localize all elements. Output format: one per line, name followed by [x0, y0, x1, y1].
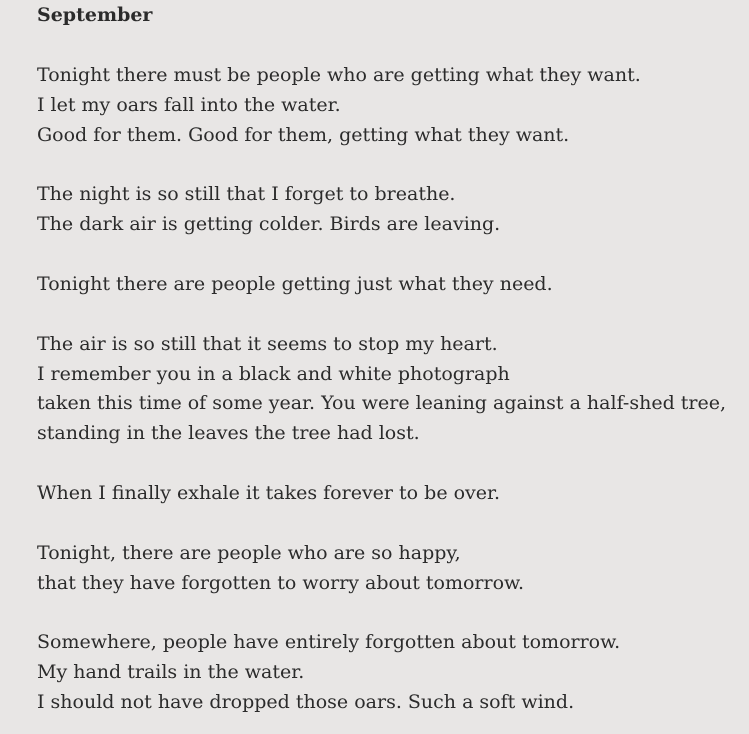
poem-line: My hand trails in the water. [37, 661, 305, 684]
poem-line: Good for them. Good for them, getting what they want. [37, 123, 570, 146]
poem-line: I should not have dropped those oars. Such a soft wind. [37, 690, 575, 713]
stanza-5 [37, 479, 742, 509]
poem-line: I let my oars fall into the water. [37, 93, 341, 116]
poem-line: standing in the leaves the tree had lost. [37, 422, 420, 445]
poem-line: Tonight, there are people who are so happy, [37, 541, 461, 564]
poem-line: The air is so still that it seems to stop my heart. [37, 332, 498, 355]
poem-line: Tonight there are people getting just what they need. [37, 272, 553, 295]
stanza-4 [37, 330, 742, 449]
poem-line: Tonight there must be people who are getting what they want. [37, 64, 641, 86]
stanza-7 [37, 628, 742, 717]
poem-title: September [37, 4, 153, 26]
poem-line: taken this time of some year. You were leaning against a half-shed tree, [37, 392, 727, 415]
poem-line: Somewhere, people have entirely forgotten about tomorrow. [37, 631, 621, 654]
poem-line: The dark air is getting colder. Birds are leaving. [37, 213, 501, 236]
stanza-6 [37, 539, 742, 599]
stanza-2 [37, 180, 742, 240]
stanza-3 [37, 270, 742, 300]
poem [37, 0, 742, 718]
poem-line: The night is so still that I forget to breathe. [37, 183, 456, 206]
poem-line: When I finally exhale it takes forever to be over. [37, 481, 501, 504]
poem-line: I remember you in a black and white photograph [37, 362, 510, 385]
stanza-1 [37, 61, 742, 150]
poem-line: that they have forgotten to worry about tomorrow. [37, 571, 525, 594]
